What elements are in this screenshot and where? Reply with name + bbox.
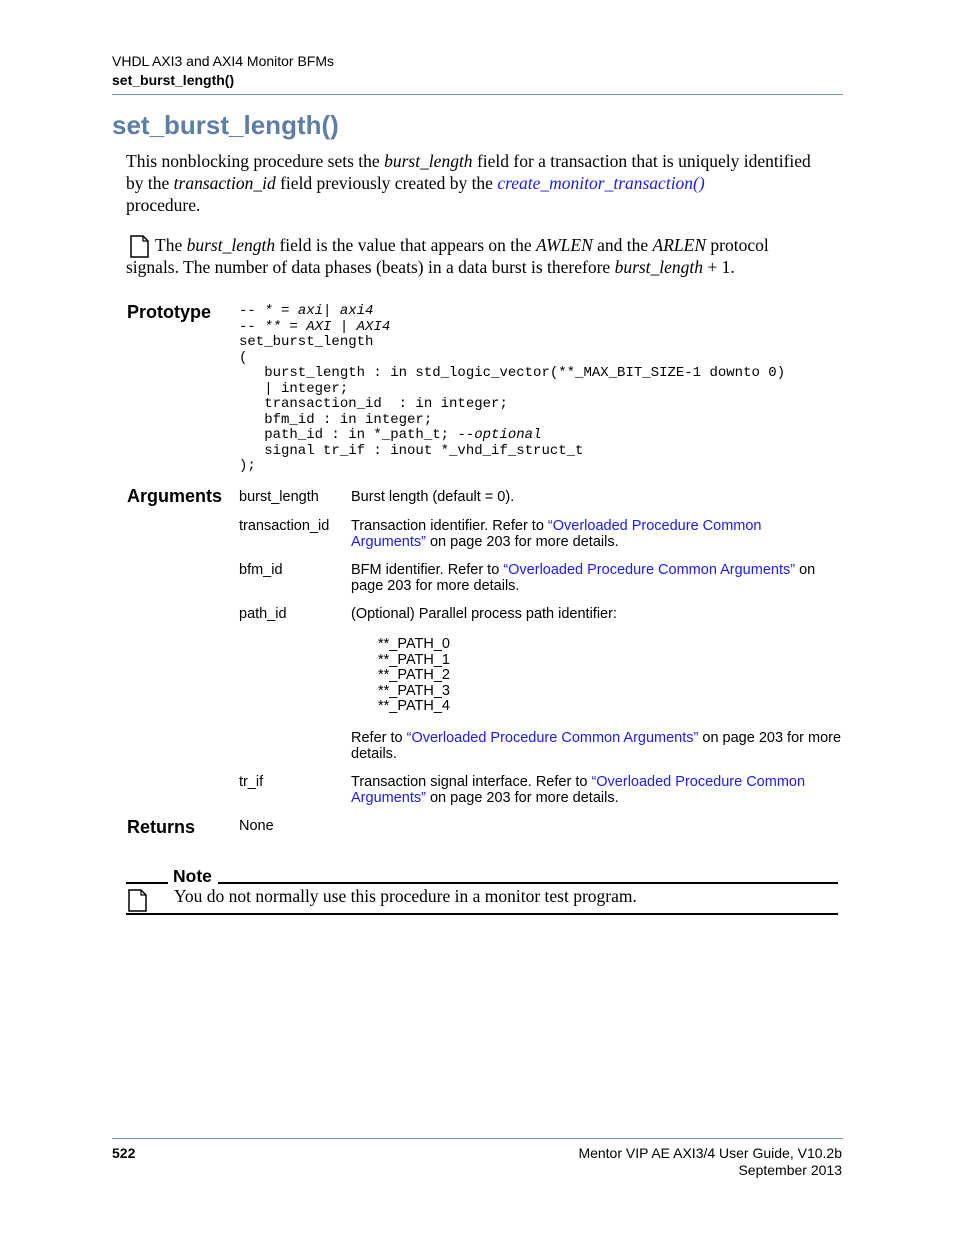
arg-desc-text: on page 203 for more details. bbox=[425, 534, 619, 550]
note-field-4: burst_length bbox=[614, 257, 704, 277]
path-item: **_PATH_2 bbox=[378, 667, 450, 683]
note-box-bottom-rule bbox=[126, 913, 838, 915]
arg-desc-text: on page 203 for more details. bbox=[351, 562, 816, 594]
note-rule-left bbox=[126, 882, 168, 884]
intro-text-1: This nonblocking procedure sets the bbox=[126, 151, 385, 171]
common-arguments-link[interactable]: “Overloaded Procedure Common Arguments” bbox=[406, 730, 699, 746]
note-rule-right bbox=[218, 882, 838, 884]
code-line: path_id : in *_path_t; bbox=[239, 427, 458, 443]
code-comment: | bbox=[339, 318, 357, 335]
create-monitor-transaction-link[interactable]: create_monitor_transaction() bbox=[497, 173, 705, 193]
intro-text-4: procedure. bbox=[126, 195, 201, 215]
header-rule bbox=[112, 94, 843, 95]
arg-name-transaction-id: transaction_id bbox=[239, 518, 330, 534]
returns-label: Returns bbox=[127, 817, 196, 837]
code-line: ( bbox=[239, 349, 248, 366]
arg-desc-transaction-id bbox=[351, 518, 811, 550]
code-comment: ** = AXI bbox=[264, 318, 340, 335]
code-comment: | bbox=[323, 303, 340, 319]
code-line: transaction_id : in integer; bbox=[239, 396, 508, 412]
note-text-4: protocol signals. The number of data phases (beats) in a data burst is therefore bbox=[126, 235, 769, 277]
running-header-section: set_burst_length() bbox=[112, 72, 235, 88]
arg-desc-text: Transaction identifier. Refer to bbox=[351, 518, 548, 534]
arg-desc-burst-length: Burst length (default = 0). bbox=[351, 489, 515, 505]
footer-rule bbox=[112, 1138, 843, 1139]
arg-desc-text: on page 203 for more details. bbox=[351, 730, 842, 762]
running-header-chapter: VHDL AXI3 and AXI4 Monitor BFMs bbox=[112, 53, 335, 69]
code-line: bfm_id : in integer; bbox=[239, 411, 433, 428]
note-box-text: You do not normally use this procedure in a monitor test program. bbox=[174, 886, 637, 906]
page-title: set_burst_length() bbox=[112, 110, 339, 140]
note-box-label: Note bbox=[173, 866, 212, 886]
arguments-label: Arguments bbox=[127, 486, 223, 506]
intro-field-transaction-id: transaction_id bbox=[173, 173, 276, 193]
note-field-arlen: ARLEN bbox=[652, 235, 707, 255]
arg-name-tr-if: tr_if bbox=[239, 774, 264, 790]
intro-field-burst-length: burst_length bbox=[384, 151, 473, 171]
prototype-code bbox=[239, 304, 785, 475]
path-id-list bbox=[378, 637, 450, 715]
arg-desc-text: BFM identifier. Refer to bbox=[351, 562, 504, 578]
arg-desc-path-id-refer bbox=[351, 730, 846, 762]
footer-date: September 2013 bbox=[738, 1162, 842, 1178]
arg-name-bfm-id: bfm_id bbox=[239, 562, 283, 578]
code-comment: -- bbox=[239, 318, 265, 335]
prototype-label: Prototype bbox=[127, 302, 212, 322]
note-field-awlen: AWLEN bbox=[536, 235, 593, 255]
common-arguments-link[interactable]: “Overloaded Procedure Common Arguments” bbox=[503, 562, 796, 578]
code-line: ); bbox=[239, 458, 256, 474]
inline-note-paragraph bbox=[126, 234, 826, 278]
footer-guide: Mentor VIP AE AXI3/4 User Guide, V10.2b bbox=[578, 1145, 842, 1161]
arg-name-burst-length: burst_length bbox=[239, 489, 319, 505]
code-comment: * = axi bbox=[264, 303, 324, 319]
arg-desc-bfm-id bbox=[351, 562, 836, 594]
note-field-1: burst_length bbox=[186, 235, 276, 255]
arg-desc-text: on page 203 for more details. bbox=[425, 790, 619, 806]
path-item: **_PATH_0 bbox=[378, 636, 450, 652]
page-number: 522 bbox=[112, 1145, 136, 1161]
note-text-1: The bbox=[155, 235, 187, 255]
intro-paragraph bbox=[126, 150, 826, 216]
common-arguments-link[interactable]: “Overloaded Procedure Common Arguments” bbox=[351, 518, 762, 550]
code-line: | integer; bbox=[239, 380, 349, 397]
returns-value: None bbox=[239, 818, 274, 834]
arg-desc-path-id: (Optional) Parallel process path identifier: bbox=[351, 606, 617, 622]
path-item: **_PATH_1 bbox=[378, 651, 450, 668]
code-comment: --optional bbox=[457, 427, 542, 443]
arg-name-path-id: path_id bbox=[239, 606, 287, 622]
intro-text-2: field for a transaction that is uniquely identified by the bbox=[126, 151, 811, 193]
note-text-5: + 1. bbox=[703, 257, 735, 277]
arg-desc-tr-if bbox=[351, 774, 846, 806]
note-text-3: and the bbox=[592, 235, 653, 255]
code-line: set_burst_length bbox=[239, 334, 374, 350]
code-comment: axi4 bbox=[339, 303, 374, 319]
code-comment: AXI4 bbox=[356, 318, 391, 335]
code-line: signal tr_if : inout *_vhd_if_struct_t bbox=[239, 442, 584, 459]
code-line: burst_length : in std_logic_vector(**_MAX_BIT_SIZE-1 downto 0) bbox=[239, 365, 786, 381]
arg-desc-text: Refer to bbox=[351, 730, 407, 746]
intro-text-3: field previously created by the bbox=[275, 173, 498, 193]
code-comment: -- bbox=[239, 303, 265, 319]
path-item: **_PATH_3 bbox=[378, 682, 450, 699]
common-arguments-link[interactable]: “Overloaded Procedure Common Arguments” bbox=[351, 774, 806, 806]
path-item: **_PATH_4 bbox=[378, 698, 450, 714]
arg-desc-text: Transaction signal interface. Refer to bbox=[351, 774, 592, 790]
note-box-icon bbox=[128, 889, 147, 912]
note-text-2: field is the value that appears on the bbox=[275, 235, 537, 255]
